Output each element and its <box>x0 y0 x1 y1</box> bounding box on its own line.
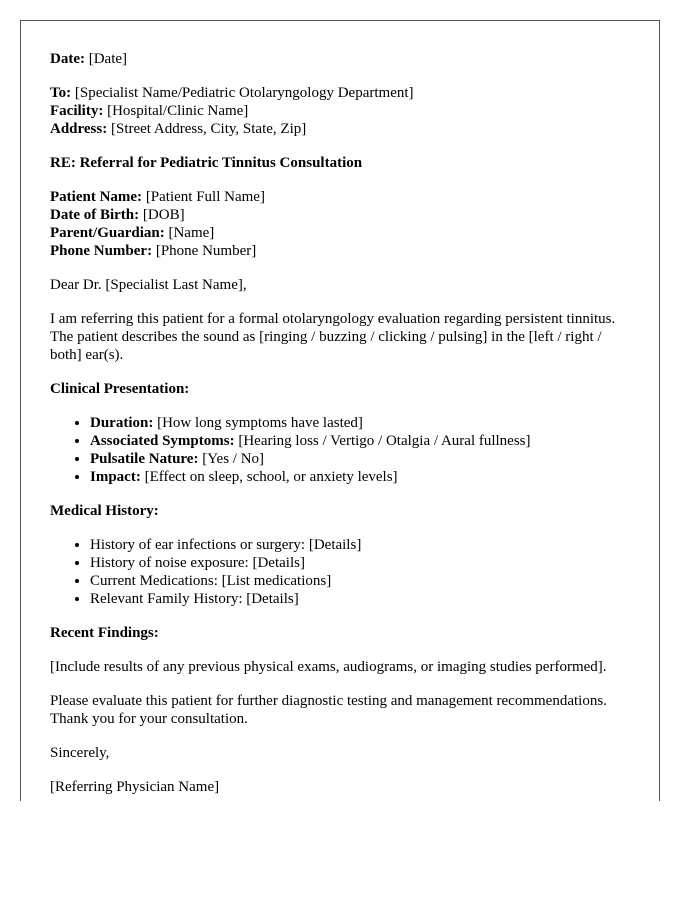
history-list <box>50 536 631 608</box>
clinical-item-label: Associated Symptoms: <box>90 433 235 449</box>
clinical-item-symptoms <box>90 432 631 450</box>
phone-label: Phone Number: <box>50 243 153 259</box>
salutation: Dear Dr. [Specialist Last Name], <box>50 277 247 293</box>
patient-name-label: Patient Name: <box>50 189 143 205</box>
patient-name-value: [Patient Full Name] <box>145 189 265 205</box>
dob-value: [DOB] <box>142 207 185 223</box>
re-line: RE: Referral for Pediatric Tinnitus Consultation <box>50 155 363 171</box>
history-item: • Relevant Family History: [Details] <box>90 590 631 608</box>
guardian-value: [Name] <box>168 225 215 241</box>
phone-value: [Phone Number] <box>155 243 257 259</box>
history-item: • Current Medications: [List medications] <box>90 572 631 590</box>
signoff: Sincerely, <box>50 745 110 761</box>
to-value: [Specialist Name/Pediatric Otolaryngology Department] <box>74 85 414 101</box>
signature-name: [Referring Physician Name] <box>50 779 220 795</box>
clinical-item-label: Pulsatile Nature: <box>90 451 199 467</box>
address-value: [Street Address, City, State, Zip] <box>110 121 307 137</box>
facility-label: Facility: <box>50 103 104 119</box>
clinical-item-value: [Effect on sleep, school, or anxiety levels] <box>144 469 398 485</box>
dob-label: Date of Birth: <box>50 207 140 223</box>
findings-text: [Include results of any previous physical exams, audiograms, or imaging studies performed]. <box>50 659 607 675</box>
letter-body <box>21 21 659 796</box>
clinical-heading: Clinical Presentation: <box>50 381 190 397</box>
clinical-list <box>50 414 631 486</box>
history-item: • History of noise exposure: [Details] <box>90 554 631 572</box>
to-label: To: <box>50 85 72 101</box>
recipient-block <box>50 84 631 138</box>
clinical-item-value: [Yes / No] <box>202 451 265 467</box>
history-item: • History of ear infections or surgery: [Details] <box>90 536 631 554</box>
intro-paragraph: I am referring this patient for a formal otolaryngology evaluation regarding persistent tinnitus. The patient describes the sound as [ringing / buzzing / clicking / pulsing] in the [left / right / both] ear(s). <box>50 311 616 363</box>
clinical-item-impact <box>90 468 631 486</box>
clinical-item-value: [Hearing loss / Vertigo / Otalgia / Aural fullness] <box>238 433 531 449</box>
clinical-item-pulsatile <box>90 450 631 468</box>
guardian-label: Parent/Guardian: <box>50 225 165 241</box>
date-label: Date: <box>50 51 85 67</box>
date-line <box>50 50 631 68</box>
address-label: Address: <box>50 121 108 137</box>
clinical-item-value: [How long symptoms have lasted] <box>157 415 363 431</box>
clinical-item-label: Impact: <box>90 469 141 485</box>
clinical-item-label: Duration: <box>90 415 154 431</box>
clinical-item-duration <box>90 414 631 432</box>
date-value: [Date] <box>88 51 128 67</box>
facility-value: [Hospital/Clinic Name] <box>107 103 249 119</box>
findings-heading: Recent Findings: <box>50 625 159 641</box>
letter-page <box>20 20 660 801</box>
patient-block <box>50 188 631 260</box>
closing-paragraph: Please evaluate this patient for further diagnostic testing and management recommendations. Thank you for your consultation. <box>50 693 607 727</box>
history-heading: Medical History: <box>50 503 159 519</box>
